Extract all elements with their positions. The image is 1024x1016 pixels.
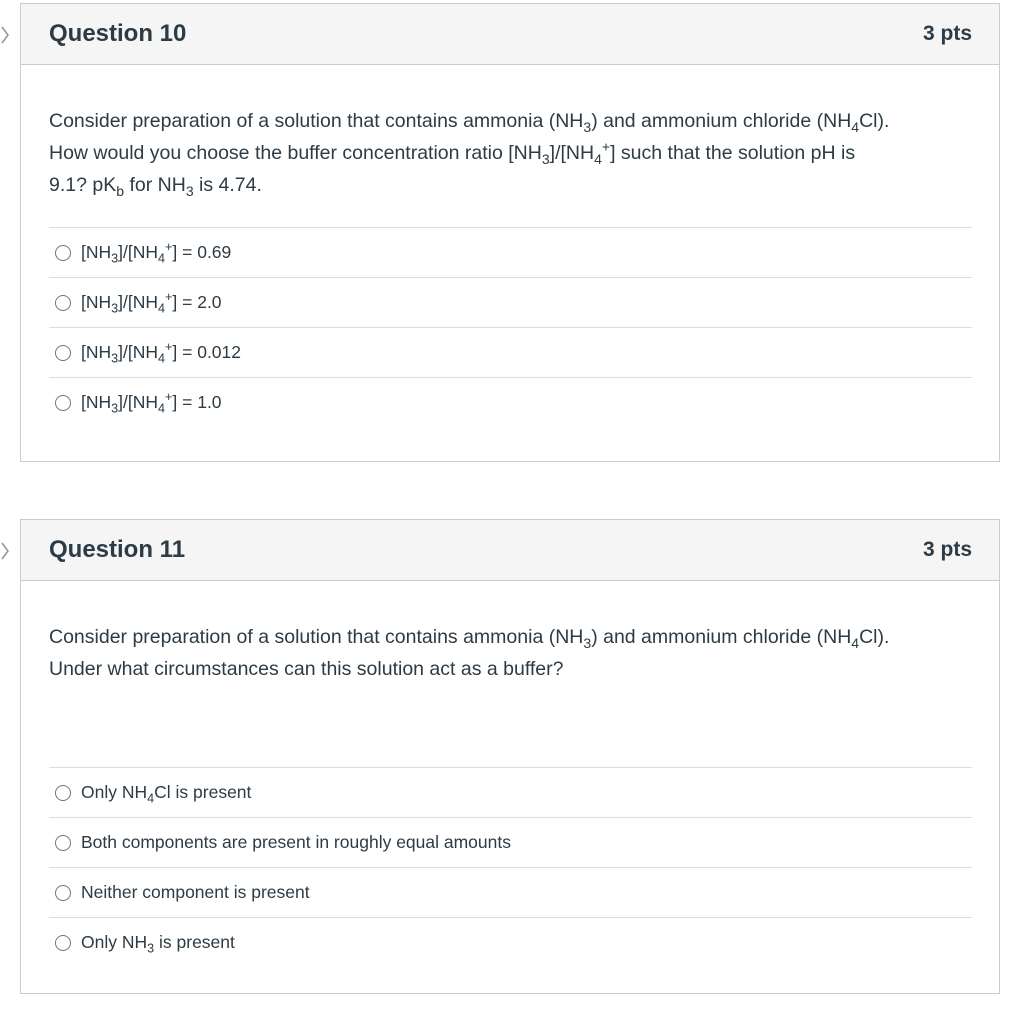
question-card-10 bbox=[20, 3, 1000, 462]
answer-label: $[NH_3]/[NH_4^+] = 0.012$ bbox=[81, 340, 242, 366]
radio-unchecked-icon[interactable] bbox=[55, 345, 71, 361]
question-text: Consider preparation of a solution that contains ammonia $(NH_3)$ and ammonium chloride $(NH_4Cl)$. How would you choose the buffer concentration ratio $[NH_3]/[NH_4^+]$ such that the solution pH is 9.1? $pK_b$ for $NH_3$ is 4.74. bbox=[49, 110, 890, 199]
answer-option[interactable] bbox=[49, 227, 972, 277]
answer-label: $[NH_3]/[NH_4^+] = 2.0$ bbox=[81, 290, 222, 316]
chevron-right-icon[interactable] bbox=[0, 540, 10, 562]
question-header bbox=[21, 4, 999, 65]
answer-list bbox=[49, 767, 972, 967]
question-title: Question 11 bbox=[49, 536, 186, 563]
answer-option[interactable] bbox=[49, 817, 972, 867]
radio-unchecked-icon[interactable] bbox=[55, 295, 71, 311]
question-header bbox=[21, 520, 999, 581]
question-title: Question 10 bbox=[49, 20, 187, 47]
question-points: 3 pts bbox=[922, 22, 972, 45]
radio-unchecked-icon[interactable] bbox=[55, 935, 71, 951]
answer-label: Only $NH_4Cl$ is present bbox=[81, 782, 252, 806]
answer-label: Both components are present in roughly equal amounts bbox=[81, 832, 511, 852]
answer-label: $[NH_3]/[NH_4^+] = 1.0$ bbox=[81, 390, 222, 416]
answer-option[interactable] bbox=[49, 767, 972, 817]
answer-label: $[NH_3]/[NH_4^+] = 0.69$ bbox=[81, 240, 232, 266]
question-card-11 bbox=[20, 519, 1000, 994]
answer-option[interactable] bbox=[49, 277, 972, 327]
answer-label: Neither component is present bbox=[81, 882, 310, 902]
answer-option[interactable] bbox=[49, 867, 972, 917]
question-points: 3 pts bbox=[922, 538, 972, 561]
answer-option[interactable] bbox=[49, 327, 972, 377]
answer-option[interactable] bbox=[49, 377, 972, 427]
radio-unchecked-icon[interactable] bbox=[55, 245, 71, 261]
radio-unchecked-icon[interactable] bbox=[55, 835, 71, 851]
radio-unchecked-icon[interactable] bbox=[55, 395, 71, 411]
question-text: Consider preparation of a solution that contains ammonia $(NH_3)$ and ammonium chloride $(NH_4Cl)$. Under what circumstances can this solution act as a buffer? bbox=[49, 626, 890, 680]
radio-unchecked-icon[interactable] bbox=[55, 885, 71, 901]
answer-list bbox=[49, 227, 972, 427]
answer-label: Only $NH_3$ is present bbox=[81, 932, 235, 956]
answer-option[interactable] bbox=[49, 917, 972, 967]
radio-unchecked-icon[interactable] bbox=[55, 785, 71, 801]
chevron-right-icon[interactable] bbox=[0, 24, 10, 46]
